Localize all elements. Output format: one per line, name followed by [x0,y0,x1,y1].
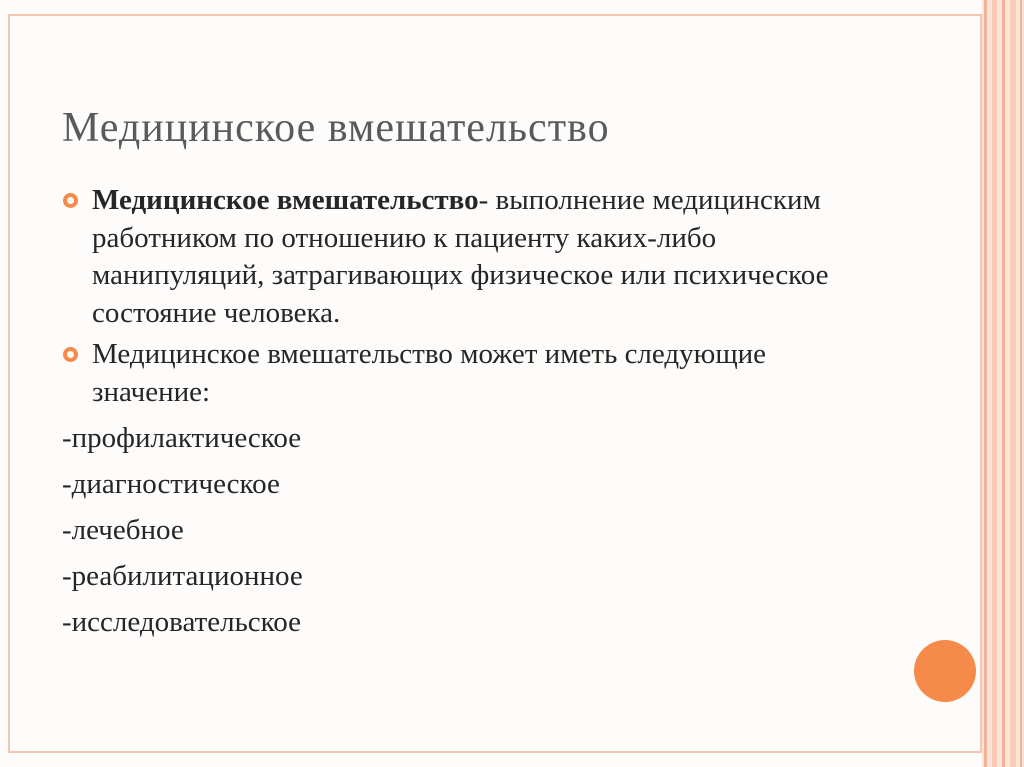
bullet-meanings [62,336,862,411]
decorative-stripes [982,0,1024,767]
bullet-text: Медицинское вмешательство может иметь следующие значение: [92,338,767,408]
list-item: -диагностическое [62,468,280,500]
bullet-text: - выполнение медицинским работником по отношению к пациенту каких-либо манипуляций, затрагивающих физическое или психическое состояние человека. [92,184,829,329]
list-item: -реабилитационное [62,560,303,592]
page-title: Медицинское вмешательство [62,105,610,151]
decorative-orange-circle [914,640,976,702]
bullet-bold-term: Медицинское вмешательство [92,184,479,216]
orange-ring-icon [62,192,79,209]
list-item: -исследовательское [62,606,302,638]
meanings-list [62,415,862,645]
slide-content [62,182,862,645]
orange-ring-icon [62,346,79,363]
list-item: -лечебное [62,514,184,546]
list-item: -профилактическое [62,422,302,454]
bullet-definition [62,182,862,332]
